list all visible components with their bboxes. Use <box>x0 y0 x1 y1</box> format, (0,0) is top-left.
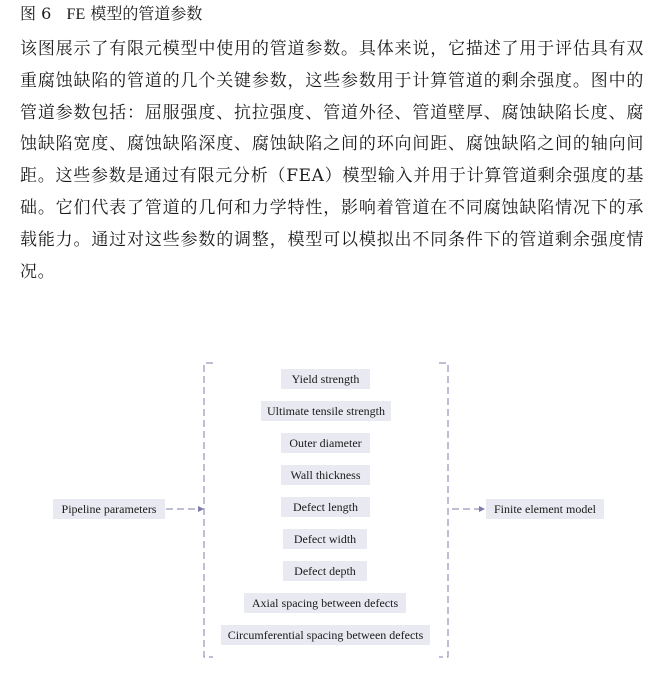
param-box-circumferential-spacing: Circumferential spacing between defects <box>221 625 430 645</box>
figure-caption <box>20 3 202 26</box>
output-arrow-head <box>479 506 485 512</box>
figure-title-prefix: FE <box>66 6 86 23</box>
param-box-yield-strength: Yield strength <box>281 369 370 389</box>
left-bracket <box>204 363 213 657</box>
param-box-defect-width: Defect width <box>283 529 367 549</box>
right-bracket <box>439 363 448 657</box>
parameter-diagram <box>0 360 659 662</box>
param-box-defect-depth: Defect depth <box>283 561 367 581</box>
input-arrow-head <box>198 506 204 512</box>
param-box-defect-length: Defect length <box>281 497 370 517</box>
output-box-finite-element-model: Finite element model <box>486 499 604 519</box>
param-box-ultimate-tensile-strength: Ultimate tensile strength <box>261 401 391 421</box>
param-box-wall-thickness: Wall thickness <box>281 465 370 485</box>
figure-label: 图 6 <box>20 4 52 23</box>
input-box-pipeline-parameters: Pipeline parameters <box>53 499 165 519</box>
figure-description: 该图展示了有限元模型中使用的管道参数。具体来说，它描述了用于评估具有双重腐蚀缺陷的管道的几个关键参数，这些参数用于计算管道的剩余强度。图中的管道参数包括：屈服强度、抗拉强度、管道外径、管道壁厚、腐蚀缺陷长度、腐蚀缺陷宽度、腐蚀缺陷深度、腐蚀缺陷之间的环向间距、腐蚀缺陷之间的轴向间距。这些参数是通过有限元分析（FEA）模型输入并用于计算管道剩余强度的基础。它们代表了管道的几何和力学特性，影响着管道在不同腐蚀缺陷情况下的承载能力。通过对这些参数的调整，模型可以模拟出不同条件下的管道剩余强度情况。 <box>20 39 644 282</box>
param-box-axial-spacing: Axial spacing between defects <box>244 593 406 613</box>
figure-title: 模型的管道参数 <box>90 4 203 23</box>
param-box-outer-diameter: Outer diameter <box>281 433 370 453</box>
